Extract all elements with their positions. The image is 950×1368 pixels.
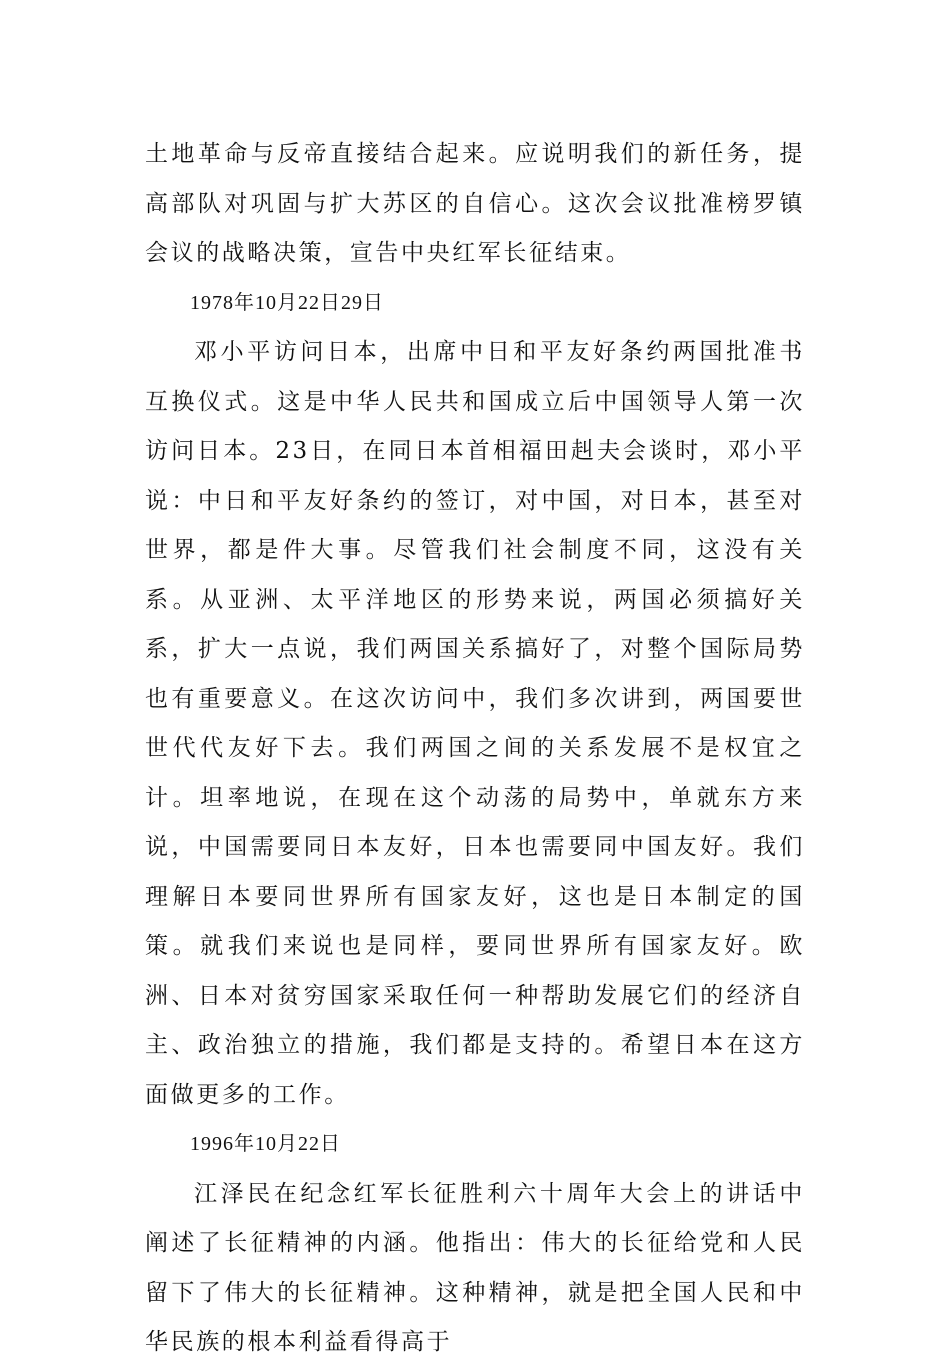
date-heading-1996: 1996年10月22日	[190, 1133, 341, 1155]
paragraph-jiang-zemin-long-march-spirit: 江泽民在纪念红军长征胜利六十周年大会上的讲话中阐述了长征精神的内涵。他指出：伟大的长征给党和人民留下了伟大的长征精神。这种精神，就是把全国人民和中华民族的根本利益看得高于	[145, 1180, 805, 1355]
document-body	[145, 130, 805, 1368]
date-heading-1978: 1978年10月22日29日	[190, 291, 384, 314]
paragraph-deng-xiaoping-japan-visit: 邓小平访问日本，出席中日和平友好条约两国批准书互换仪式。这是中华人民共和国成立后中国领导人第一次访问日本。23日，在同日本首相福田赳夫会谈时，邓小平说：中日和平友好条约的签订，对中国，对日本，甚至对世界，都是件大事。尽管我们社会制度不同，这没有关系。从亚洲、太平洋地区的形势来说，两国必须搞好关系，扩大一点说，我们两国关系搞好了，对整个国际局势也有重要意义。在这次访问中，我们多次讲到，两国要世世代代友好下去。我们两国之间的关系发展不是权宜之计。坦率地说，在现在这个动荡的局势中，单就东方来说，中国需要同日本友好，日本也需要同中国友好。我们理解日本要同世界所有国家友好，这也是日本制定的国策。就我们来说也是同样，要同世界所有国家友好。欧洲、日本对贫穷国家采取任何一种帮助发展它们的经济自主、政治独立的措施，我们都是支持的。希望日本在这方面做更多的工作。	[145, 339, 805, 1108]
paragraph-long-march-end: 土地革命与反帝直接结合起来。应说明我们的新任务，提高部队对巩固与扩大苏区的自信心。这次会议批准榜罗镇会议的战略决策，宣告中央红军长征结束。	[145, 141, 805, 266]
